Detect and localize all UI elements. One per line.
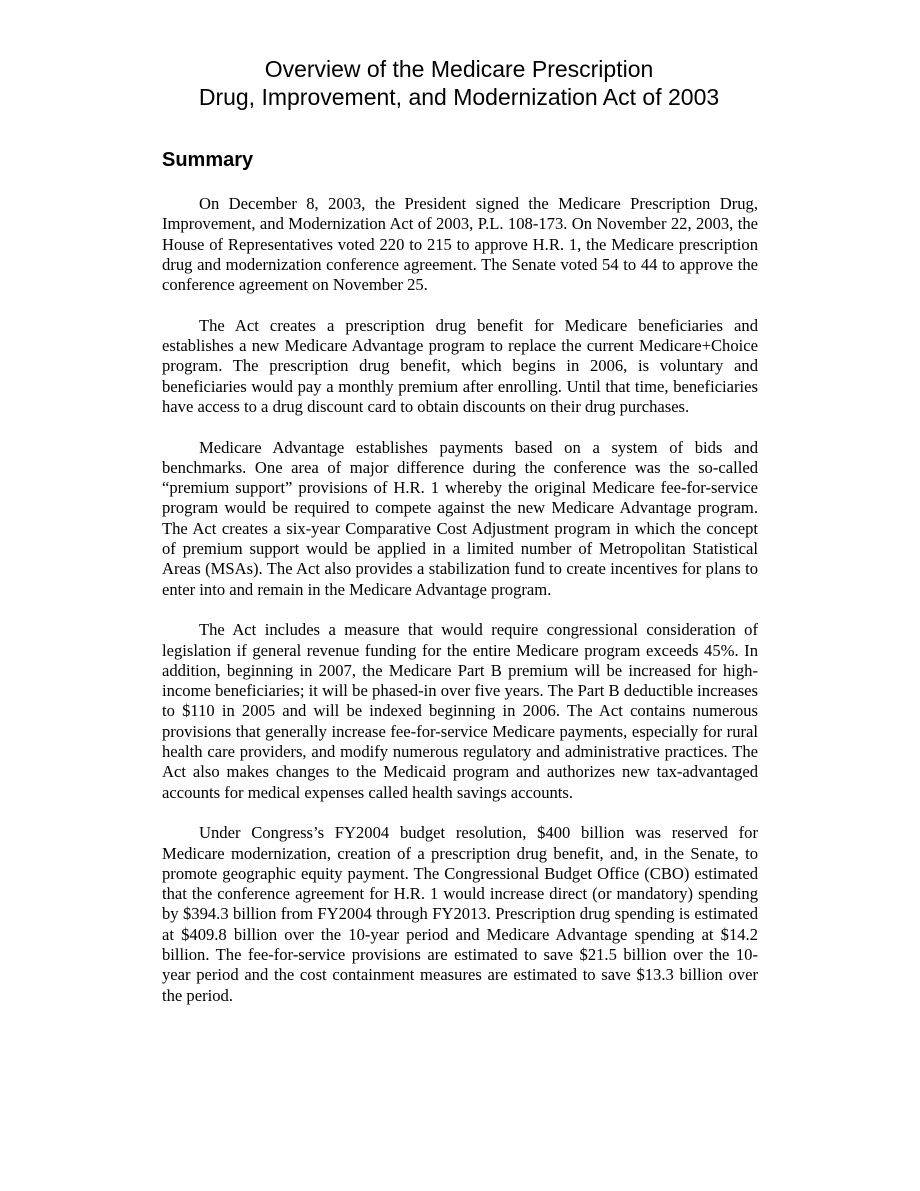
summary-body xyxy=(162,194,758,1026)
document-title xyxy=(160,55,758,111)
summary-paragraph-5: Under Congress’s FY2004 budget resolution, $400 billion was reserved for Medicare modernization, creation of a prescription drug benefit, and, in the Senate, to promote geographic equity payment. The Congressional Budget Office (CBO) estimated that the conference agreement for H.R. 1 would increase direct (or mandatory) spending by $394.3 billion from FY2004 through FY2013. Prescription drug spending is estimated at $409.8 billion over the 10-year period and Medicare Advantage spending at $14.2 billion. The fee-for-service provisions are estimated to save $21.5 billion over the 10-year period and the cost containment measures are estimated to save $13.3 billion over the period. xyxy=(162,823,758,1005)
summary-paragraph-1: On December 8, 2003, the President signed the Medicare Prescription Drug, Improvement, and Modernization Act of 2003, P.L. 108-173. On November 22, 2003, the House of Representatives voted 220 to 215 to approve H.R. 1, the Medicare prescription drug and modernization conference agreement. The Senate voted 54 to 44 to approve the conference agreement on November 25. xyxy=(162,194,758,295)
summary-paragraph-4: The Act includes a measure that would require congressional consideration of legislation if general revenue funding for the entire Medicare program exceeds 45%. In addition, beginning in 2007, the Medicare Part B premium will be increased for high-income beneficiaries; it will be phased-in over five years. The Part B deductible increases to $110 in 2005 and will be indexed beginning in 2006. The Act contains numerous provisions that generally increase fee-for-service Medicare payments, especially for rural health care providers, and modify numerous regulatory and administrative practices. The Act also makes changes to the Medicaid program and authorizes new tax-advantaged accounts for medical expenses called health savings accounts. xyxy=(162,620,758,802)
document-title-line-1: Overview of the Medicare Prescription xyxy=(264,56,654,82)
document-title-line-2: Drug, Improvement, and Modernization Act of 2003 xyxy=(198,84,720,110)
section-heading-summary: Summary xyxy=(162,149,254,171)
summary-paragraph-3: Medicare Advantage establishes payments based on a system of bids and benchmarks. One area of major difference during the conference was the so-called “premium support” provisions of H.R. 1 whereby the original Medicare fee-for-service program would be required to compete against the new Medicare Advantage program. The Act creates a six-year Comparative Cost Adjustment program in which the concept of premium support would be applied in a limited number of Metropolitan Statistical Areas (MSAs). The Act also provides a stabilization fund to create incentives for plans to enter into and remain in the Medicare Advantage program. xyxy=(162,437,758,599)
summary-paragraph-2: The Act creates a prescription drug benefit for Medicare beneficiaries and establishes a new Medicare Advantage program to replace the current Medicare+Choice program. The prescription drug benefit, which begins in 2006, is voluntary and beneficiaries would pay a monthly premium after enrolling. Until that time, beneficiaries have access to a drug discount card to obtain discounts on their drug purchases. xyxy=(162,315,758,416)
